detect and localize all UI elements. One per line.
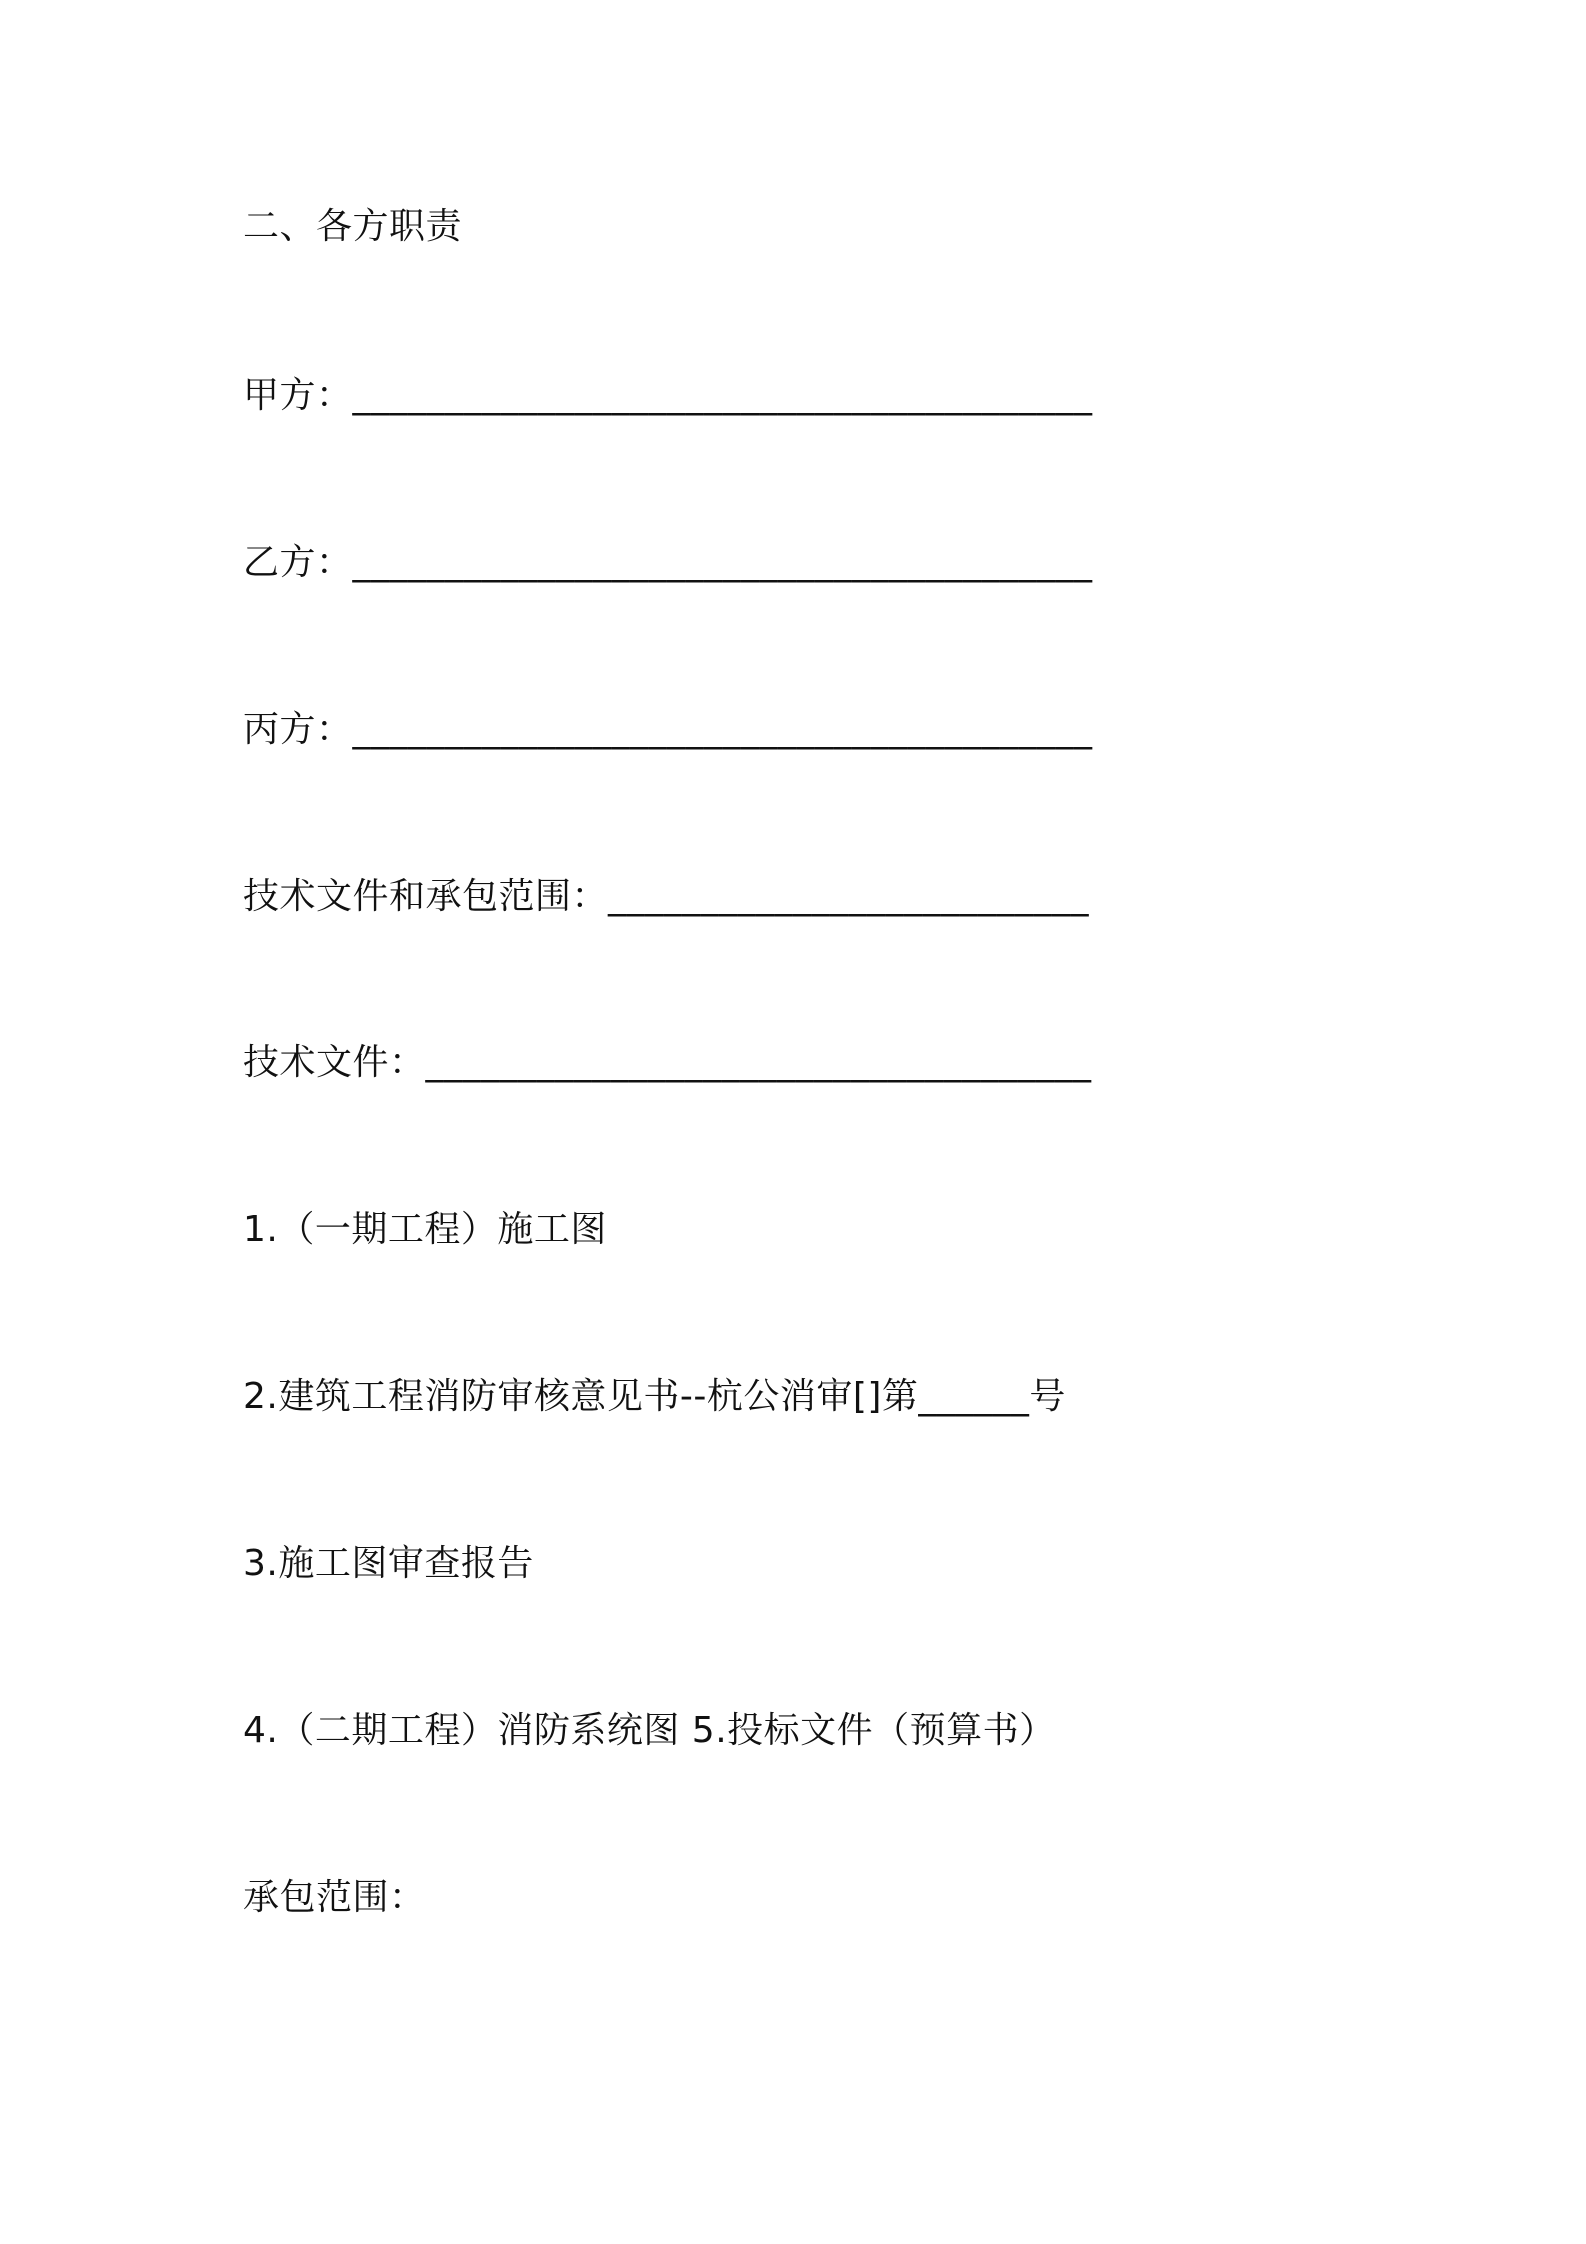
contract-scope-label: 承包范围： <box>243 1877 426 1918</box>
party-c-field: 丙方：________________________________________ <box>243 709 1093 750</box>
section-heading: 二、各方职责 <box>243 206 463 247</box>
party-b-field: 乙方：________________________________________ <box>243 542 1093 583</box>
party-a-field: 甲方：________________________________________ <box>243 375 1093 416</box>
technical-docs-field: 技术文件：____________________________________ <box>243 1042 1092 1083</box>
doc-item-4-5: 4.（二期工程）消防系统图 5.投标文件（预算书） <box>243 1710 1056 1751</box>
technical-docs-scope-field: 技术文件和承包范围：__________________________ <box>243 876 1090 917</box>
doc-item-2: 2.建筑工程消防审核意见书--杭公消审[]第______号 <box>243 1376 1066 1417</box>
doc-item-3: 3.施工图审查报告 <box>243 1543 534 1584</box>
doc-item-1: 1.（一期工程）施工图 <box>243 1209 607 1250</box>
